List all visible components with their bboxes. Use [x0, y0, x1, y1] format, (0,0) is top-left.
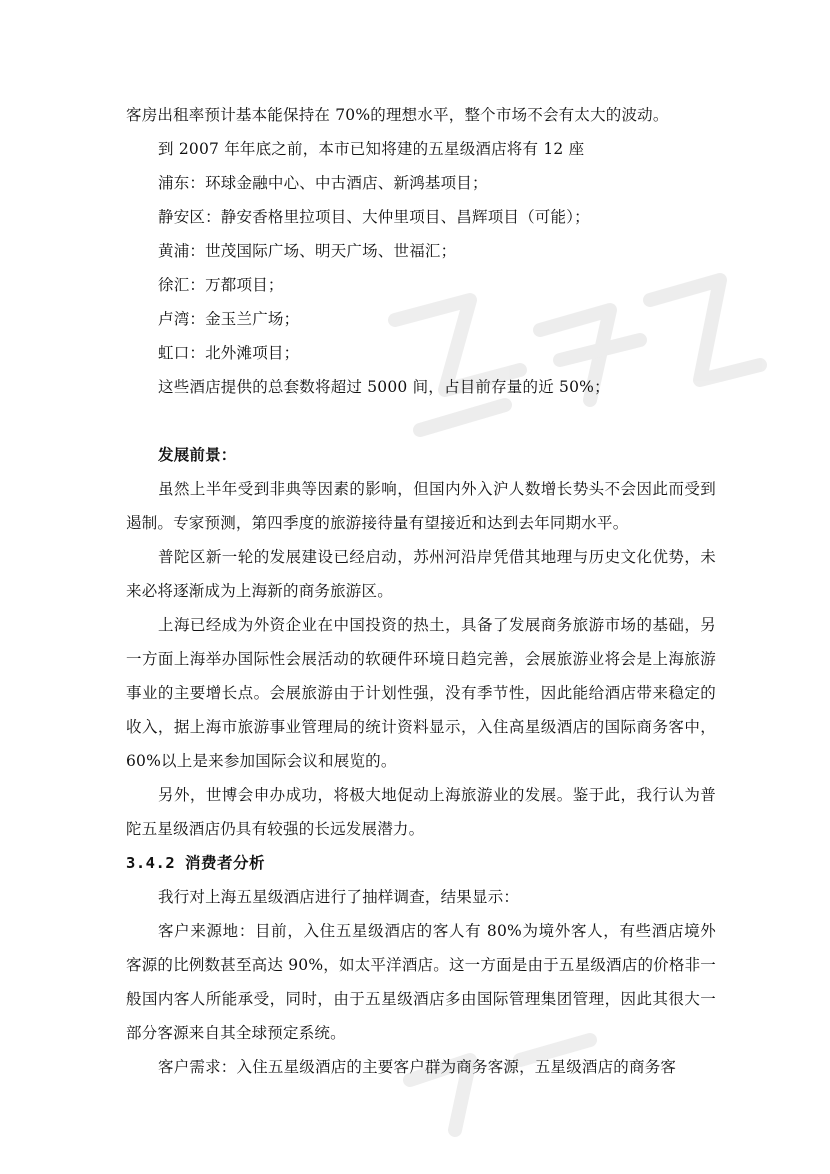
heading-development-prospects: 发展前景：	[158, 445, 237, 464]
list-item-xuhui: 徐汇：万都项目；	[158, 276, 284, 294]
heading-consumer-analysis: 3.4.2 消费者分析	[126, 854, 265, 872]
paragraph-room-supply: 这些酒店提供的总套数将超过 5000 间，占目前存量的近 50%；	[158, 378, 610, 396]
list-item-hongkou: 虹口：北外滩项目；	[158, 344, 300, 362]
list-item-pudong: 浦东：环球金融中心、中古酒店、新鸿基项目；	[158, 174, 488, 192]
document-body	[126, 98, 716, 1084]
paragraph-expo-potential: 另外，世博会申办成功，将极大地促动上海旅游业的发展。鉴于此，我行认为普陀五星级酒店仍具有较强的长远发展潜力。	[126, 786, 716, 838]
paragraph-customer-demand: 客户需求：入住五星级酒店的主要客户群为商务客源，五星级酒店的商务客	[158, 1058, 677, 1076]
list-item-jingan: 静安区：静安香格里拉项目、大仲里项目、昌辉项目（可能）；	[158, 208, 590, 226]
list-item-huangpu: 黄浦：世茂国际广场、明天广场、世福汇；	[158, 242, 457, 260]
paragraph-tourism-recovery: 虽然上半年受到非典等因素的影响，但国内外入沪人数增长势头不会因此而受到遏制。专家预测，第四季度的旅游接待量有望接近和达到去年同期水平。	[126, 480, 716, 532]
paragraph-survey-intro: 我行对上海五星级酒店进行了抽样调查，结果显示：	[158, 888, 520, 906]
paragraph-occupancy: 客房出租率预计基本能保持在 70%的理想水平，整个市场不会有太大的波动。	[126, 106, 669, 124]
paragraph-customer-origin: 客户来源地：目前，入住五星级酒店的客人有 80%为境外客人，有些酒店境外客源的比例数甚至高达 90%，如太平洋酒店。这一方面是由于五星级酒店的价格非一般国内客人所能承受，同时，由于五星级酒店多由国际管理集团管理，因此其很大一部分客源来自其全球预定系统。	[126, 922, 716, 1042]
list-item-luwan: 卢湾：金玉兰广场；	[158, 310, 300, 328]
paragraph-new-hotels: 到 2007 年年底之前，本市已知将建的五星级酒店将有 12 座	[158, 140, 585, 158]
paragraph-exhibition-tourism: 上海已经成为外资企业在中国投资的热土，具备了发展商务旅游市场的基础，另一方面上海举办国际性会展活动的软硬件环境日趋完善，会展旅游业将会是上海旅游事业的主要增长点。会展旅游由于计划性强，没有季节性，因此能给酒店带来稳定的收入，据上海市旅游事业管理局的统计资料显示，入住高星级酒店的国际商务客中，60%以上是来参加国际会议和展览的。	[126, 616, 716, 770]
paragraph-putuo-development: 普陀区新一轮的发展建设已经启动，苏州河沿岸凭借其地理与历史文化优势，未来必将逐渐成为上海新的商务旅游区。	[126, 548, 716, 600]
